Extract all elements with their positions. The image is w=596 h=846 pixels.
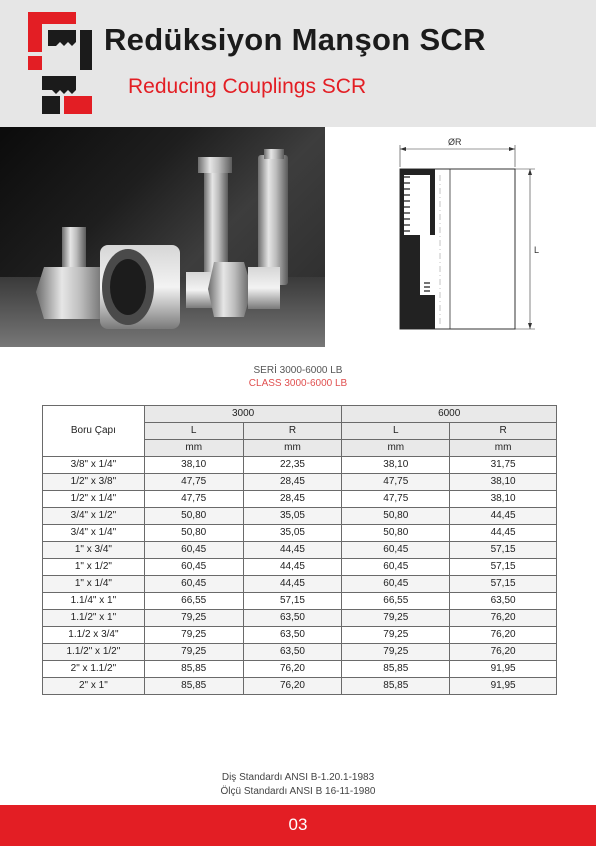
value-cell-r3000: 76,20: [243, 678, 342, 695]
spec-table: [42, 405, 557, 695]
class-label: CLASS 3000-6000 LB: [248, 378, 348, 389]
value-cell-r6000: 63,50: [450, 593, 557, 610]
col-l-3000: L: [144, 423, 243, 440]
value-cell-l3000: 85,85: [144, 678, 243, 695]
pipe-size-cell: 1.1/4" x 1": [43, 593, 145, 610]
value-cell-l6000: 50,80: [342, 508, 450, 525]
pipe-size-cell: 1.1/2 x 3/4": [43, 627, 145, 644]
series-label: SERİ 3000-6000 LB: [253, 365, 343, 376]
value-cell-l6000: 38,10: [342, 457, 450, 474]
value-cell-r3000: 28,45: [243, 474, 342, 491]
value-cell-l6000: 60,45: [342, 576, 450, 593]
pipe-size-cell: 2" x 1": [43, 678, 145, 695]
pipe-size-cell: 2" x 1.1/2": [43, 661, 145, 678]
value-cell-r6000: 31,75: [450, 457, 557, 474]
value-cell-r6000: 57,15: [450, 576, 557, 593]
table-row: [43, 678, 557, 695]
value-cell-l3000: 66,55: [144, 593, 243, 610]
table-row: [43, 542, 557, 559]
company-logo: [28, 12, 92, 114]
value-cell-l6000: 50,80: [342, 525, 450, 542]
value-cell-r6000: 76,20: [450, 627, 557, 644]
pipe-size-cell: 1" x 1/4": [43, 576, 145, 593]
table-row: [43, 610, 557, 627]
pipe-size-cell: 1/2" x 3/8": [43, 474, 145, 491]
pipe-size-cell: 1" x 3/4": [43, 542, 145, 559]
pipe-size-cell: 1.1/2" x 1": [43, 610, 145, 627]
value-cell-r3000: 63,50: [243, 627, 342, 644]
value-cell-r6000: 38,10: [450, 474, 557, 491]
value-cell-l3000: 50,80: [144, 525, 243, 542]
value-cell-r3000: 63,50: [243, 644, 342, 661]
table-row: [43, 627, 557, 644]
pipe-size-cell: 3/4" x 1/2": [43, 508, 145, 525]
product-photo: [0, 127, 325, 347]
value-cell-l3000: 47,75: [144, 491, 243, 508]
value-cell-r6000: 44,45: [450, 525, 557, 542]
value-cell-r6000: 44,45: [450, 508, 557, 525]
value-cell-r3000: 44,45: [243, 559, 342, 576]
value-cell-l3000: 79,25: [144, 610, 243, 627]
diameter-label: ØR: [448, 137, 462, 147]
value-cell-r3000: 44,45: [243, 542, 342, 559]
value-cell-r6000: 76,20: [450, 644, 557, 661]
value-cell-r3000: 63,50: [243, 610, 342, 627]
value-cell-l3000: 60,45: [144, 559, 243, 576]
value-cell-r3000: 35,05: [243, 508, 342, 525]
value-cell-l3000: 79,25: [144, 627, 243, 644]
table-row: [43, 508, 557, 525]
page-title: Redüksiyon Manşon SCR: [104, 22, 486, 57]
value-cell-l6000: 79,25: [342, 610, 450, 627]
value-cell-r6000: 38,10: [450, 491, 557, 508]
table-row: [43, 559, 557, 576]
value-cell-r3000: 44,45: [243, 576, 342, 593]
value-cell-r6000: 91,95: [450, 661, 557, 678]
value-cell-r6000: 91,95: [450, 678, 557, 695]
table-row: [43, 525, 557, 542]
table-row: [43, 457, 557, 474]
dimension-standard: Ölçü Standardı ANSI B 16-11-1980: [220, 786, 376, 797]
table-row: [43, 644, 557, 661]
page-header: [0, 0, 596, 127]
value-cell-r3000: 22,35: [243, 457, 342, 474]
value-cell-l3000: 60,45: [144, 576, 243, 593]
value-cell-l6000: 79,25: [342, 627, 450, 644]
page-number: 03: [288, 815, 308, 834]
value-cell-l3000: 47,75: [144, 474, 243, 491]
pipe-size-cell: 1.1/2" x 1/2": [43, 644, 145, 661]
technical-drawing: [380, 135, 555, 340]
pipe-size-cell: 3/4" x 1/4": [43, 525, 145, 542]
value-cell-l6000: 85,85: [342, 661, 450, 678]
unit-cell: mm: [243, 440, 342, 457]
value-cell-r3000: 76,20: [243, 661, 342, 678]
class-6000-header: 6000: [342, 406, 557, 423]
value-cell-l6000: 85,85: [342, 678, 450, 695]
value-cell-r3000: 35,05: [243, 525, 342, 542]
class-3000-header: 3000: [144, 406, 342, 423]
col-r-6000: R: [450, 423, 557, 440]
value-cell-r3000: 57,15: [243, 593, 342, 610]
pipe-size-cell: 3/8" x 1/4": [43, 457, 145, 474]
value-cell-r6000: 76,20: [450, 610, 557, 627]
unit-cell: mm: [342, 440, 450, 457]
value-cell-l6000: 79,25: [342, 644, 450, 661]
col-l-6000: L: [342, 423, 450, 440]
value-cell-l3000: 50,80: [144, 508, 243, 525]
value-cell-r6000: 57,15: [450, 559, 557, 576]
thread-standard: Diş Standardı ANSI B-1.20.1-1983: [221, 772, 375, 783]
pipe-size-header: Boru Çapı: [43, 406, 145, 457]
value-cell-l3000: 38,10: [144, 457, 243, 474]
length-label: L: [534, 245, 540, 255]
value-cell-l6000: 66,55: [342, 593, 450, 610]
table-row: [43, 491, 557, 508]
value-cell-l3000: 60,45: [144, 542, 243, 559]
value-cell-r6000: 57,15: [450, 542, 557, 559]
col-r-3000: R: [243, 423, 342, 440]
value-cell-r3000: 28,45: [243, 491, 342, 508]
value-cell-l6000: 60,45: [342, 559, 450, 576]
value-cell-l3000: 79,25: [144, 644, 243, 661]
pipe-size-cell: 1/2" x 1/4": [43, 491, 145, 508]
unit-cell: mm: [144, 440, 243, 457]
table-row: [43, 661, 557, 678]
table-row: [43, 576, 557, 593]
pipe-size-cell: 1" x 1/2": [43, 559, 145, 576]
value-cell-l6000: 60,45: [342, 542, 450, 559]
table-row: [43, 474, 557, 491]
value-cell-l3000: 85,85: [144, 661, 243, 678]
table-row: [43, 593, 557, 610]
value-cell-l6000: 47,75: [342, 491, 450, 508]
page-subtitle: Reducing Couplings SCR: [128, 75, 367, 98]
unit-cell: mm: [450, 440, 557, 457]
value-cell-l6000: 47,75: [342, 474, 450, 491]
